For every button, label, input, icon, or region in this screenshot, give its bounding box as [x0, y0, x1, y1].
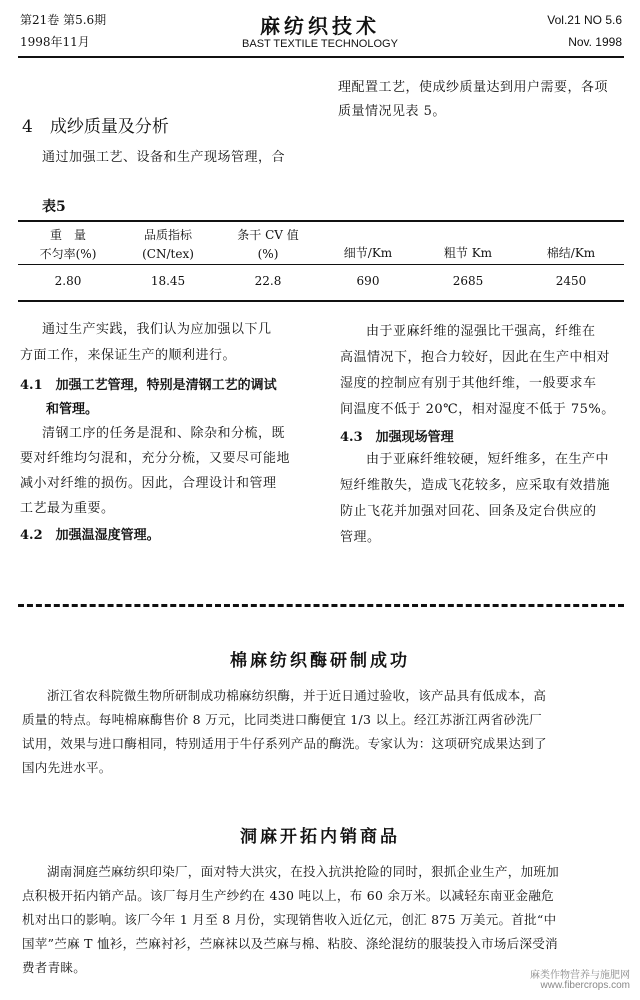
table-5 — [18, 224, 624, 298]
article-2-line: 点积极开拓内销产品。该厂每月生产纱约在 430 吨以上，布 60 余万米。以减轻东南亚金融危 — [22, 888, 554, 903]
article-2-title: 洞麻开拓内销商品 — [240, 827, 400, 847]
article-1-line: 试用，效果与进口酶相同，特别适用于牛仔系列产品的酶洗。专家认为：这项研究成果达到了 — [22, 736, 547, 751]
article-1-line: 国内先进水平。 — [22, 760, 112, 775]
article-1-title: 棉麻纺织酶研制成功 — [230, 651, 410, 671]
table-top-rule — [18, 220, 624, 222]
section-divider — [18, 604, 624, 607]
table-cell: 2.80 — [54, 274, 82, 289]
watermark-url: www.fibercrops.com — [540, 980, 630, 991]
table-header-cell: 细节/Km — [343, 246, 393, 261]
right-para-1-line-2: 高温情况下，抱合力较好，因此在生产中相对 — [340, 350, 611, 365]
date-en: Nov. 1998 — [568, 35, 622, 49]
table-5-caption: 表5 — [42, 199, 66, 215]
article-1-line: 浙江省农科院微生物所研制成功棉麻纺织酶，并于近日通过验收，该产品具有低成本，高 — [47, 688, 547, 703]
section-4-title: 4 成纱质量及分析 — [22, 117, 169, 137]
table-cell: 2450 — [555, 274, 587, 289]
table-header-cell: 重 量 — [49, 227, 86, 242]
table-cell: 2685 — [452, 274, 484, 289]
left-para-1-line-1: 通过生产实践，我们认为应加强以下几 — [42, 322, 272, 337]
section-4-3-title: 4.3 加强现场管理 — [340, 430, 454, 445]
volume-issue-cn: 第21卷 第5.6期 — [20, 13, 107, 27]
article-2-line: 国苹”苎麻 T 恤衫，苎麻衬衫，苎麻袜以及苎麻与棉、粘胶、涤纶混纺的服装投入市场后深受消 — [22, 936, 558, 951]
table-header-cell: 品质指标 — [143, 227, 192, 242]
volume-issue-en: Vol.21 NO 5.6 — [547, 13, 622, 27]
article-2-line: 湖南洞庭苎麻纺织印染厂，面对特大洪灾，在投入抗洪抢险的同时，狠抓企业生产，加班加 — [47, 864, 560, 879]
section-4-1-title: 4.1 加强工艺管理，特别是清钢工艺的调试 — [20, 378, 277, 393]
table-header-cell: 棉结/Km — [546, 246, 596, 261]
table-row — [18, 264, 624, 298]
left-para-2-line-3: 减小对纤维的损伤。因此，合理设计和管理 — [20, 476, 277, 491]
table-header-cell: (%) — [257, 246, 279, 261]
journal-title-en: BAST TEXTILE TECHNOLOGY — [242, 38, 398, 50]
table-header-cell: 粗节 Km — [443, 246, 493, 261]
right-para-1-line-3: 湿度的控制应有别于其他纤维，一般要求车 — [340, 376, 597, 391]
right-para-2-line-3: 防止飞花并加强对回花、回条及定台供应的 — [340, 504, 597, 519]
right-continuation-line-2: 质量情况见表 5。 — [338, 104, 446, 119]
section-4-intro: 通过加强工艺、设备和生产现场管理，合 — [42, 150, 286, 165]
article-2-line: 费者青睐。 — [22, 960, 87, 975]
right-para-1-line-1: 由于亚麻纤维的湿强比干强高，纤维在 — [366, 324, 596, 339]
section-4-2-title: 4.2 加强温湿度管理。 — [20, 528, 160, 543]
journal-title-cn: 麻纺织技术 — [260, 14, 380, 38]
right-para-2-line-2: 短纤维散失，造成飞花较多，应采取有效措施 — [340, 478, 611, 493]
article-1-body — [22, 684, 620, 780]
watermark-cn: 麻类作物营养与施肥网 — [530, 970, 630, 981]
table-cell: 18.45 — [150, 274, 186, 289]
right-para-2-line-4: 管理。 — [340, 530, 381, 545]
section-4-1-title-cont: 和管理。 — [20, 402, 99, 417]
table-bottom-rule — [18, 300, 624, 302]
header-rule — [18, 56, 624, 58]
table-cell: 690 — [356, 274, 380, 289]
table-header-cell: 不匀率(%) — [39, 247, 97, 262]
article-1-line: 质量的特点。每吨棉麻酶售价 8 万元，比同类进口酶便宜 1/3 以上。经江苏浙江两省砂洗厂 — [22, 712, 542, 727]
date-cn: 1998年11月 — [20, 35, 90, 49]
article-2-line: 机对出口的影响。该厂今年 1 月至 8 月份，实现销售收入近亿元，创汇 875 万美元。首批“中 — [22, 912, 557, 927]
left-para-2-line-2: 要对纤维均匀混和，充分分梳，又要尽可能地 — [20, 451, 291, 466]
left-para-2-line-1: 清钢工序的任务是混和、除杂和分梳，既 — [42, 426, 286, 441]
right-para-1-line-4: 间温度不低于 20℃，相对湿度不低于 75%。 — [340, 402, 615, 417]
table-header-row-top — [18, 224, 624, 244]
right-para-2-line-1: 由于亚麻纤维较硬，短纤维多，在生产中 — [366, 452, 610, 467]
left-para-2-line-4: 工艺最为重要。 — [20, 501, 115, 516]
left-para-1-line-2: 方面工作，来保证生产的顺利进行。 — [20, 348, 237, 363]
table-header-cell: 条干 CV 值 — [237, 227, 299, 242]
table-header-cell: (CN/tex) — [142, 246, 194, 261]
right-continuation-line-1: 理配置工艺，使成纱质量达到用户需要，各项 — [338, 80, 609, 95]
table-cell: 22.8 — [254, 274, 282, 289]
article-2-body — [22, 860, 620, 980]
